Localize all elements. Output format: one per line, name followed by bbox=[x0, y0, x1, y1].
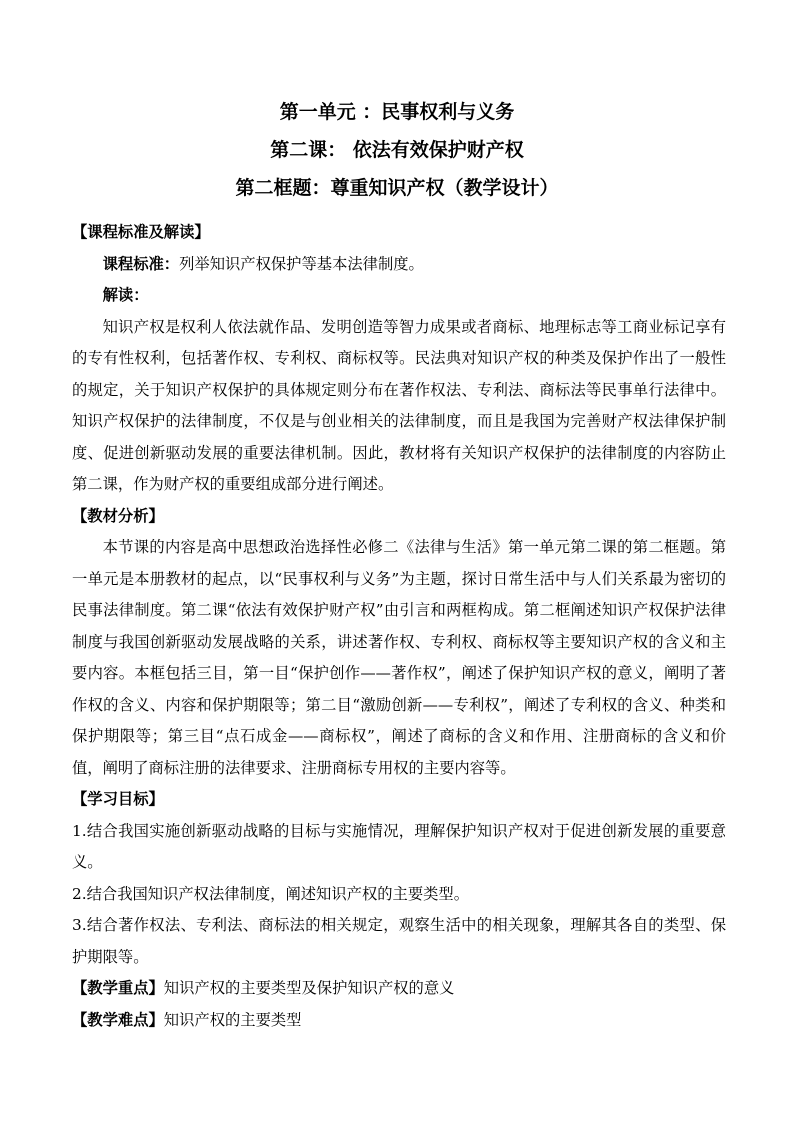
difficulties-paragraph bbox=[72, 1005, 726, 1037]
analysis-paragraph: 本节课的内容是高中思想政治选择性必修二《法律与生活》第一单元第二课的第二框题。第一单元是本册教材的起点，以“民事权利与义务”为主题，探讨日常生活中与人们关系最为密切的民事法律制度。第二课“依法有效保护财产权”由引言和两框构成。第二框阐述知识产权保护法律制度与我国创新驱动发展战略的关系，讲述著作权、专利权、商标权等主要知识产权的含义和主要内容。本框包括三目，第一目“保护创作——著作权”，阐述了保护知识产权的意义，阐明了著作权的含义、内容和保护期限等；第二目“激励创新——专利权”，阐述了专利权的含义、种类和保护期限等；第三目“点石成金——商标权”，阐述了商标的含义和作用、注册商标的含义和价值，阐明了商标注册的法律要求、注册商标专用权的主要内容等。 bbox=[72, 538, 726, 777]
lesson-title: 第二课： 依法有效保护财产权 bbox=[270, 139, 524, 161]
key-points-text: 知识产权的主要类型及保护知识产权的意义 bbox=[163, 979, 455, 997]
standard-label: 课程标准： bbox=[102, 254, 180, 273]
standard-paragraph bbox=[72, 249, 726, 281]
objectives-heading: 【学习目标】 bbox=[72, 790, 164, 808]
standard-text: 列举知识产权保护等基本法律制度。 bbox=[179, 254, 424, 273]
unit-title: 第一单元 ：民事权利与义务 bbox=[279, 101, 515, 123]
objective-item-1: 1.结合我国实施创新驱动战略的目标与实施情况，理解保护知识产权对于促进创新发展的重要意义。 bbox=[72, 821, 726, 871]
title-block bbox=[0, 93, 794, 207]
difficulties-text: 知识产权的主要类型 bbox=[163, 1010, 302, 1029]
key-points-paragraph bbox=[72, 973, 726, 1005]
interpretation-label: 解读： bbox=[102, 286, 149, 304]
key-points-heading: 【教学重点】 bbox=[72, 979, 164, 997]
objective-item-3: 3.结合著作权法、专利法、商标法的相关规定，观察生活中的相关现象，理解其各自的类型、保护期限等。 bbox=[72, 916, 726, 966]
objective-item-2: 2.结合我国知识产权法律制度，阐述知识产权的主要类型。 bbox=[72, 884, 470, 903]
document-body bbox=[72, 217, 726, 1036]
standards-heading: 【课程标准及解读】 bbox=[72, 223, 210, 241]
analysis-heading: 【教材分析】 bbox=[72, 506, 164, 525]
difficulties-heading: 【教学难点】 bbox=[72, 1010, 164, 1029]
interpretation-paragraph: 知识产权是权利人依法就作品、发明创造等智力成果或者商标、地理标志等工商业标记享有的专有性权利，包括著作权、专利权、商标权等。民法典对知识产权的种类及保护作出了一般性的规定，关于知识产权保护的具体规定则分布在著作权法、专利法、商标法等民事单行法律中。知识产权保护的法律制度，不仅是与创业相关的法律制度，而且是我国为完善财产权法律保护制度、促进创新驱动发展的重要法律机制。因此，教材将有关知识产权保护的法律制度的内容防止第二课，作为财产权的重要组成部分进行阐述。 bbox=[72, 317, 726, 493]
frame-title: 第二框题：尊重知识产权（教学设计） bbox=[235, 177, 559, 199]
